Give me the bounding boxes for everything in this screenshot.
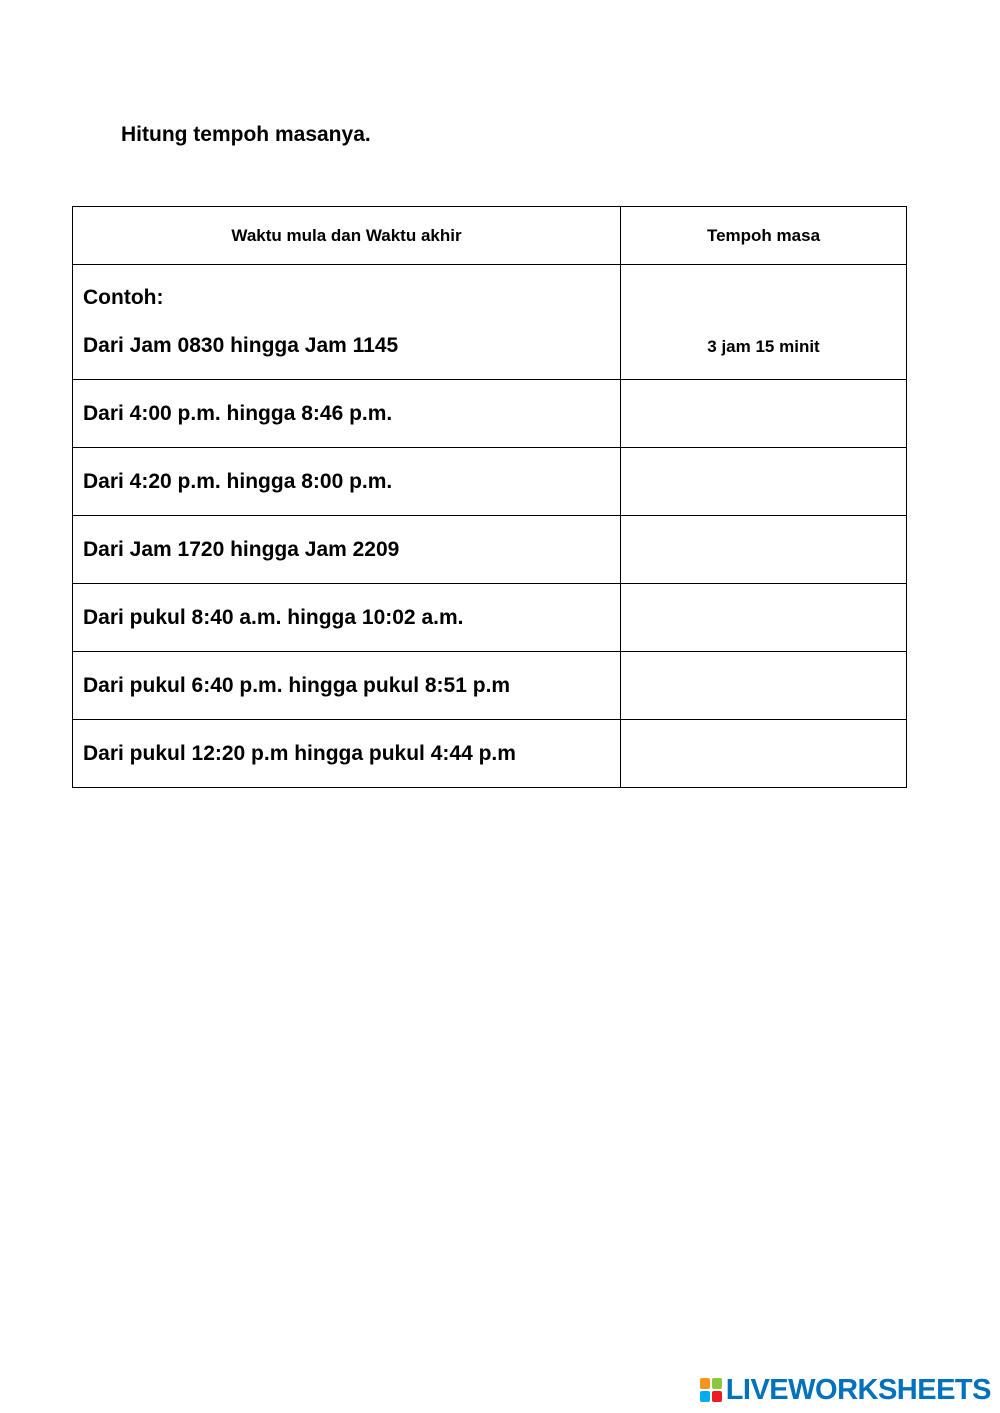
column-header-duration: Tempoh masa [621, 207, 907, 265]
question-text: Dari Jam 1720 hingga Jam 2209 [73, 516, 621, 584]
question-text: Dari 4:00 p.m. hingga 8:46 p.m. [73, 380, 621, 448]
question-text: Dari pukul 6:40 p.m. hingga pukul 8:51 p.m [73, 652, 621, 720]
answer-box[interactable] [621, 720, 907, 788]
logo-text: LIVEWORKSHEETS [725, 1374, 991, 1406]
answer-box[interactable] [621, 652, 907, 720]
worksheet-table [72, 206, 907, 788]
table-row [73, 448, 907, 516]
example-label: Contoh: [83, 286, 164, 309]
example-question-cell [73, 265, 621, 380]
table-header-row [73, 207, 907, 265]
example-answer: 3 jam 15 minit [707, 337, 820, 356]
answer-box[interactable] [621, 516, 907, 584]
table-row [73, 584, 907, 652]
answer-box[interactable] [621, 380, 907, 448]
table-row [73, 516, 907, 584]
answer-box[interactable] [621, 584, 907, 652]
liveworksheets-logo [699, 1375, 991, 1405]
table-row [73, 652, 907, 720]
question-text: Dari pukul 12:20 p.m hingga pukul 4:44 p.m [73, 720, 621, 788]
example-row [73, 265, 907, 380]
example-answer-cell [621, 265, 907, 380]
question-text: Dari pukul 8:40 a.m. hingga 10:02 a.m. [73, 584, 621, 652]
example-text: Dari Jam 0830 hingga Jam 1145 [83, 334, 399, 357]
table-row [73, 380, 907, 448]
instruction-text: Hitung tempoh masanya. [121, 123, 371, 146]
table-row [73, 720, 907, 788]
question-text: Dari 4:20 p.m. hingga 8:00 p.m. [73, 448, 621, 516]
logo-mark-icon [699, 1377, 723, 1403]
column-header-time-range: Waktu mula dan Waktu akhir [73, 207, 621, 265]
answer-box[interactable] [621, 448, 907, 516]
